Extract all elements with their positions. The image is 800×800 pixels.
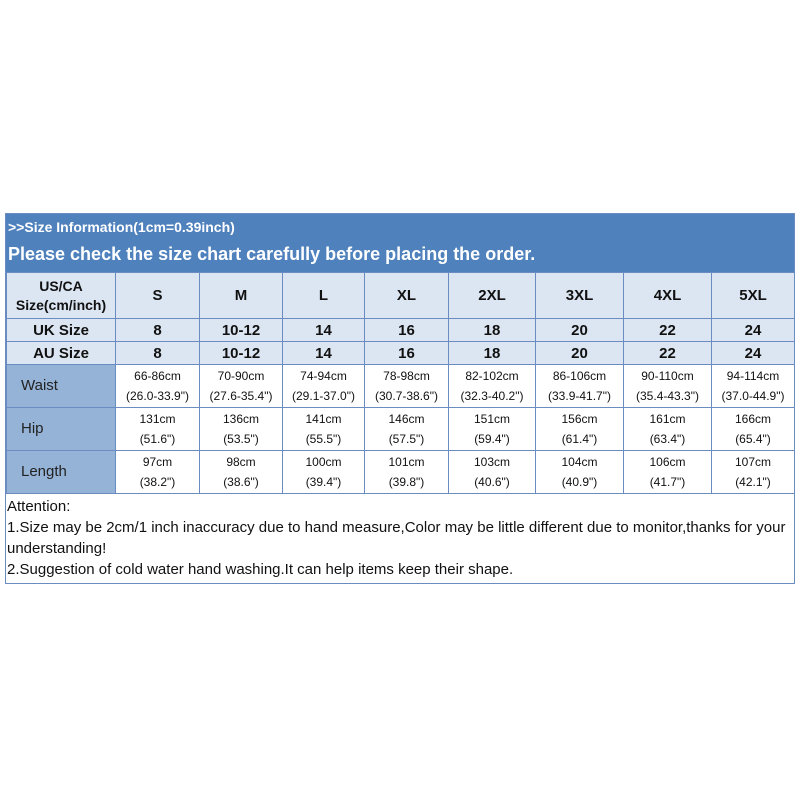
waist-cm: 66-86cm bbox=[134, 369, 181, 383]
size-table bbox=[6, 272, 795, 494]
length-inch: (39.8") bbox=[388, 475, 425, 489]
length-inch: (40.6") bbox=[474, 475, 510, 489]
hip-cm: 166cm bbox=[734, 412, 772, 426]
size-header: 2XL bbox=[449, 273, 536, 319]
uk-size-label: UK Size bbox=[7, 319, 116, 342]
hip-cell bbox=[200, 408, 283, 451]
uk-size-row bbox=[7, 319, 795, 342]
length-inch: (42.1") bbox=[735, 475, 771, 489]
hip-inch: (63.4") bbox=[649, 432, 686, 446]
hip-inch: (51.6") bbox=[139, 432, 176, 446]
length-inch: (40.9") bbox=[561, 475, 598, 489]
hip-inch: (59.4") bbox=[474, 432, 510, 446]
waist-label: Waist bbox=[7, 365, 116, 408]
hip-cm: 151cm bbox=[473, 412, 511, 426]
length-cm: 104cm bbox=[561, 455, 598, 469]
waist-cm: 74-94cm bbox=[300, 369, 347, 383]
hip-cell bbox=[449, 408, 536, 451]
hip-cm: 156cm bbox=[561, 412, 598, 426]
length-cell bbox=[536, 451, 624, 494]
waist-inch: (32.3-40.2") bbox=[460, 389, 524, 403]
waist-inch: (35.4-43.3") bbox=[636, 389, 699, 403]
waist-row bbox=[7, 365, 795, 408]
waist-inch: (26.0-33.9") bbox=[126, 389, 189, 403]
length-cm: 103cm bbox=[473, 455, 511, 469]
uk-size-cell: 8 bbox=[116, 319, 200, 342]
length-cell bbox=[712, 451, 795, 494]
hip-inch: (53.5") bbox=[223, 432, 259, 446]
waist-inch: (27.6-35.4") bbox=[209, 389, 273, 403]
uk-size-cell: 24 bbox=[712, 319, 795, 342]
au-size-cell: 22 bbox=[624, 342, 712, 365]
au-size-cell: 8 bbox=[116, 342, 200, 365]
length-cell bbox=[200, 451, 283, 494]
waist-cell bbox=[624, 365, 712, 408]
size-header: M bbox=[200, 273, 283, 319]
length-row bbox=[7, 451, 795, 494]
au-size-cell: 16 bbox=[365, 342, 449, 365]
length-cm: 107cm bbox=[734, 455, 772, 469]
attention-note-2: 2.Suggestion of cold water hand washing.It can help items keep their shape. bbox=[7, 561, 514, 578]
hip-cm: 146cm bbox=[388, 412, 425, 426]
au-size-cell: 18 bbox=[449, 342, 536, 365]
length-cm: 101cm bbox=[388, 455, 425, 469]
size-header: 3XL bbox=[536, 273, 624, 319]
waist-cell bbox=[536, 365, 624, 408]
uk-size-cell: 18 bbox=[449, 319, 536, 342]
au-size-cell: 14 bbox=[283, 342, 365, 365]
waist-inch: (37.0-44.9") bbox=[721, 389, 785, 403]
waist-cell bbox=[712, 365, 795, 408]
waist-cell bbox=[116, 365, 200, 408]
hip-cell bbox=[365, 408, 449, 451]
waist-cm: 78-98cm bbox=[383, 369, 430, 383]
length-cell bbox=[624, 451, 712, 494]
waist-cm: 94-114cm bbox=[726, 369, 780, 383]
attention-title: Attention: bbox=[7, 498, 71, 515]
length-cm: 106cm bbox=[649, 455, 686, 469]
size-header: 5XL bbox=[712, 273, 795, 319]
waist-cm: 70-90cm bbox=[217, 369, 265, 383]
waist-inch: (33.9-41.7") bbox=[548, 389, 611, 403]
hip-cm: 161cm bbox=[649, 412, 686, 426]
uk-size-cell: 20 bbox=[536, 319, 624, 342]
length-cell bbox=[116, 451, 200, 494]
size-header: XL bbox=[365, 273, 449, 319]
length-cell bbox=[449, 451, 536, 494]
hip-cm: 136cm bbox=[222, 412, 260, 426]
hip-cell bbox=[536, 408, 624, 451]
hip-cell bbox=[283, 408, 365, 451]
au-size-cell: 20 bbox=[536, 342, 624, 365]
hip-cell bbox=[712, 408, 795, 451]
header-banner bbox=[6, 214, 794, 272]
size-header: L bbox=[283, 273, 365, 319]
check-notice: Please check the size chart carefully before placing the order. bbox=[8, 244, 536, 264]
length-inch: (39.4") bbox=[305, 475, 342, 489]
waist-inch: (29.1-37.0") bbox=[292, 389, 355, 403]
size-unit-label: Size(cm/inch) bbox=[15, 296, 107, 313]
waist-inch: (30.7-38.6") bbox=[375, 389, 438, 403]
hip-inch: (61.4") bbox=[561, 432, 598, 446]
length-cm: 98cm bbox=[226, 455, 256, 469]
hip-cell bbox=[624, 408, 712, 451]
au-size-label: AU Size bbox=[7, 342, 116, 365]
attention-note-1: 1.Size may be 2cm/1 inch inaccuracy due to hand measure,Color may be little different due to monitor,thanks for your understanding! bbox=[7, 519, 786, 557]
us-size-row bbox=[7, 273, 795, 319]
hip-row bbox=[7, 408, 795, 451]
waist-cm: 82-102cm bbox=[465, 369, 519, 383]
size-chart bbox=[5, 213, 795, 584]
uk-size-cell: 22 bbox=[624, 319, 712, 342]
size-header: S bbox=[116, 273, 200, 319]
length-cell bbox=[283, 451, 365, 494]
waist-cm: 90-110cm bbox=[641, 369, 694, 383]
waist-cell bbox=[283, 365, 365, 408]
length-inch: (38.6") bbox=[223, 475, 259, 489]
size-header: 4XL bbox=[624, 273, 712, 319]
hip-label: Hip bbox=[7, 408, 116, 451]
hip-cm: 141cm bbox=[305, 412, 342, 426]
us-ca-label: US/CA bbox=[39, 277, 83, 294]
length-inch: (38.2") bbox=[139, 475, 176, 489]
uk-size-cell: 16 bbox=[365, 319, 449, 342]
waist-cell bbox=[200, 365, 283, 408]
us-size-label bbox=[7, 273, 116, 319]
hip-inch: (65.4") bbox=[735, 432, 771, 446]
attention-notes bbox=[6, 494, 794, 583]
waist-cell bbox=[365, 365, 449, 408]
length-cell bbox=[365, 451, 449, 494]
hip-inch: (57.5") bbox=[388, 432, 425, 446]
au-size-row bbox=[7, 342, 795, 365]
uk-size-cell: 10-12 bbox=[200, 319, 283, 342]
au-size-cell: 10-12 bbox=[200, 342, 283, 365]
au-size-cell: 24 bbox=[712, 342, 795, 365]
hip-inch: (55.5") bbox=[305, 432, 342, 446]
length-cm: 100cm bbox=[305, 455, 342, 469]
hip-cell bbox=[116, 408, 200, 451]
length-inch: (41.7") bbox=[649, 475, 686, 489]
waist-cm: 86-106cm bbox=[552, 369, 607, 383]
size-info-title: >>Size Information(1cm=0.39inch) bbox=[8, 219, 235, 235]
length-label: Length bbox=[7, 451, 116, 494]
length-cm: 97cm bbox=[142, 455, 173, 469]
uk-size-cell: 14 bbox=[283, 319, 365, 342]
waist-cell bbox=[449, 365, 536, 408]
hip-cm: 131cm bbox=[139, 412, 176, 426]
